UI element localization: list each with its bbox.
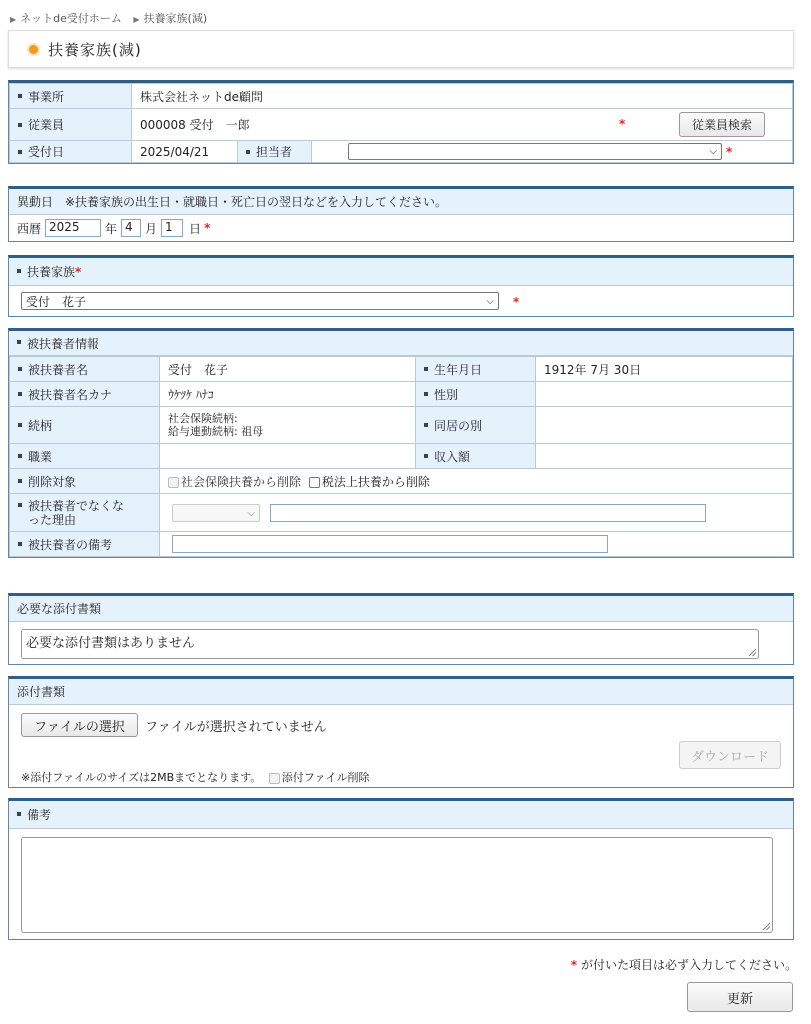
attachment-note-row bbox=[21, 769, 370, 785]
square-bullet-icon bbox=[246, 150, 250, 154]
remarks-cell bbox=[160, 532, 793, 557]
required-docs-header: 必要な添付書類 bbox=[9, 596, 793, 622]
square-bullet-icon bbox=[17, 269, 21, 273]
attachments-header: 添付書類 bbox=[9, 679, 793, 705]
attachments-panel bbox=[8, 676, 794, 788]
notes-panel bbox=[8, 798, 794, 940]
required-docs-textarea[interactable]: 必要な添付書類はありません bbox=[21, 629, 759, 659]
notes-textarea[interactable] bbox=[21, 837, 773, 933]
day-input[interactable]: 1 bbox=[161, 219, 183, 237]
tax-delete-checkbox[interactable] bbox=[309, 477, 320, 488]
resize-grip-icon[interactable] bbox=[763, 923, 770, 930]
breadcrumb-current: 扶養家族(減) bbox=[143, 12, 208, 25]
square-bullet-icon bbox=[18, 542, 22, 546]
day-unit: 日 bbox=[189, 221, 202, 236]
square-bullet-icon bbox=[18, 94, 22, 98]
reason-input[interactable] bbox=[270, 504, 706, 522]
bullet-dot-icon bbox=[29, 45, 38, 54]
month-unit: 月 bbox=[145, 221, 158, 236]
relation-label: 続柄 bbox=[10, 407, 160, 444]
employee-label: 従業員 bbox=[10, 109, 132, 141]
office-label: 事業所 bbox=[10, 84, 132, 109]
attachment-delete-checkbox[interactable] bbox=[269, 773, 280, 784]
square-bullet-icon bbox=[18, 454, 22, 458]
no-file-label: ファイルが選択されていません bbox=[145, 720, 327, 735]
name-value: 受付 花子 bbox=[160, 357, 416, 382]
update-button[interactable]: 更新 bbox=[687, 982, 793, 1012]
required-mark: * bbox=[570, 958, 578, 972]
square-bullet-icon bbox=[424, 454, 428, 458]
receipt-date-label: 受付日 bbox=[10, 141, 132, 163]
change-date-header: 異動日 ※扶養家族の出生日・就職日・死亡日の翌日などを入力してください。 bbox=[9, 189, 793, 215]
year-unit: 年 bbox=[105, 221, 118, 236]
info-header: 被扶養者情報 bbox=[9, 331, 793, 356]
staff-select[interactable] bbox=[348, 143, 722, 160]
tax-delete-label: 税法上扶養から削除 bbox=[321, 474, 430, 489]
page-title: 扶養家族(減) bbox=[48, 40, 142, 59]
square-bullet-icon bbox=[18, 150, 22, 154]
relation-value bbox=[160, 407, 416, 444]
square-bullet-icon bbox=[424, 367, 428, 371]
square-bullet-icon bbox=[17, 812, 21, 816]
square-bullet-icon bbox=[18, 123, 22, 127]
relation-social: 社会保険続柄: bbox=[168, 412, 238, 425]
gender-value bbox=[536, 382, 793, 407]
attachment-delete-label: 添付ファイル削除 bbox=[281, 771, 370, 784]
dependent-row bbox=[9, 286, 793, 316]
reason-select[interactable] bbox=[172, 504, 260, 522]
chevron-down-icon: ⌵ bbox=[486, 295, 494, 307]
reason-cell bbox=[160, 494, 793, 532]
employee-search-button[interactable]: 従業員検索 bbox=[679, 112, 765, 137]
resize-grip-icon[interactable] bbox=[749, 649, 756, 656]
kana-label: 被扶養者名カナ bbox=[10, 382, 160, 407]
income-value bbox=[536, 444, 793, 469]
reason-label: 被扶養者でなくな った理由 bbox=[10, 494, 160, 532]
attachment-size-note: ※添付ファイルのサイズは2MBまでとなります。 bbox=[21, 771, 262, 784]
staff-cell bbox=[312, 141, 793, 163]
dependent-select[interactable]: 受付 花子 ⌵ bbox=[21, 292, 499, 310]
required-mark: * bbox=[75, 264, 82, 279]
job-value bbox=[160, 444, 416, 469]
employee-value: 000008 受付 一郎 bbox=[140, 118, 250, 132]
required-docs-panel bbox=[8, 593, 794, 665]
chevron-down-icon: ⌵ bbox=[709, 146, 717, 157]
chevron-down-icon: ⌵ bbox=[247, 507, 255, 519]
staff-label: 担当者 bbox=[238, 141, 312, 163]
job-label: 職業 bbox=[10, 444, 160, 469]
choose-file-button[interactable]: ファイルの選択 bbox=[21, 713, 138, 737]
square-bullet-icon bbox=[18, 423, 22, 427]
download-button[interactable]: ダウンロード bbox=[679, 741, 781, 769]
dependent-header: 扶養家族 * bbox=[9, 258, 793, 286]
required-mark: * bbox=[513, 295, 520, 309]
cohabit-value bbox=[536, 407, 793, 444]
square-bullet-icon bbox=[18, 367, 22, 371]
square-bullet-icon bbox=[18, 479, 22, 483]
birth-value: 1912年 7月 30日 bbox=[536, 357, 793, 382]
office-value: 株式会社ネットde顧問 bbox=[132, 84, 793, 109]
kana-value: ｳｹﾂｹ ﾊﾅｺ bbox=[160, 382, 416, 407]
breadcrumb-arrow-icon: ▶ bbox=[10, 15, 17, 24]
required-note: * が付いた項目は必ず入力してください。 bbox=[570, 958, 797, 972]
receipt-date-value: 2025/04/21 bbox=[132, 141, 238, 163]
birth-label: 生年月日 bbox=[416, 357, 536, 382]
square-bullet-icon bbox=[18, 392, 22, 396]
social-insurance-delete-checkbox[interactable] bbox=[168, 477, 179, 488]
delete-target-label: 削除対象 bbox=[10, 469, 160, 494]
change-date-panel bbox=[8, 186, 794, 242]
era-label: 西暦 bbox=[17, 221, 42, 236]
square-bullet-icon bbox=[17, 340, 21, 344]
required-mark: * bbox=[204, 221, 211, 235]
notes-header: 備考 bbox=[9, 801, 793, 829]
social-insurance-delete-label: 社会保険扶養から削除 bbox=[181, 474, 302, 489]
remarks-label: 被扶養者の備考 bbox=[10, 532, 160, 557]
dependent-info-panel bbox=[8, 328, 794, 558]
month-input[interactable]: 4 bbox=[121, 219, 141, 237]
breadcrumb bbox=[10, 10, 207, 26]
dependent-panel bbox=[8, 255, 794, 317]
square-bullet-icon bbox=[424, 423, 428, 427]
required-mark: * bbox=[619, 117, 626, 131]
square-bullet-icon bbox=[18, 503, 22, 507]
gender-label: 性別 bbox=[416, 382, 536, 407]
basic-info-panel bbox=[8, 80, 794, 164]
cohabit-label: 同居の別 bbox=[416, 407, 536, 444]
name-label: 被扶養者名 bbox=[10, 357, 160, 382]
employee-cell bbox=[132, 109, 793, 141]
breadcrumb-home-link[interactable]: ネットde受付ホーム bbox=[20, 12, 122, 25]
change-date-row bbox=[9, 215, 793, 241]
square-bullet-icon bbox=[424, 392, 428, 396]
breadcrumb-arrow-icon: ▶ bbox=[133, 15, 140, 24]
remarks-input[interactable] bbox=[172, 535, 608, 553]
income-label: 収入額 bbox=[416, 444, 536, 469]
year-input[interactable]: 2025 bbox=[45, 219, 101, 237]
relation-payroll: 給与連動続柄: 祖母 bbox=[168, 425, 264, 438]
page-title-box bbox=[8, 30, 794, 68]
delete-target-cell bbox=[160, 469, 793, 494]
required-mark: * bbox=[726, 145, 733, 159]
